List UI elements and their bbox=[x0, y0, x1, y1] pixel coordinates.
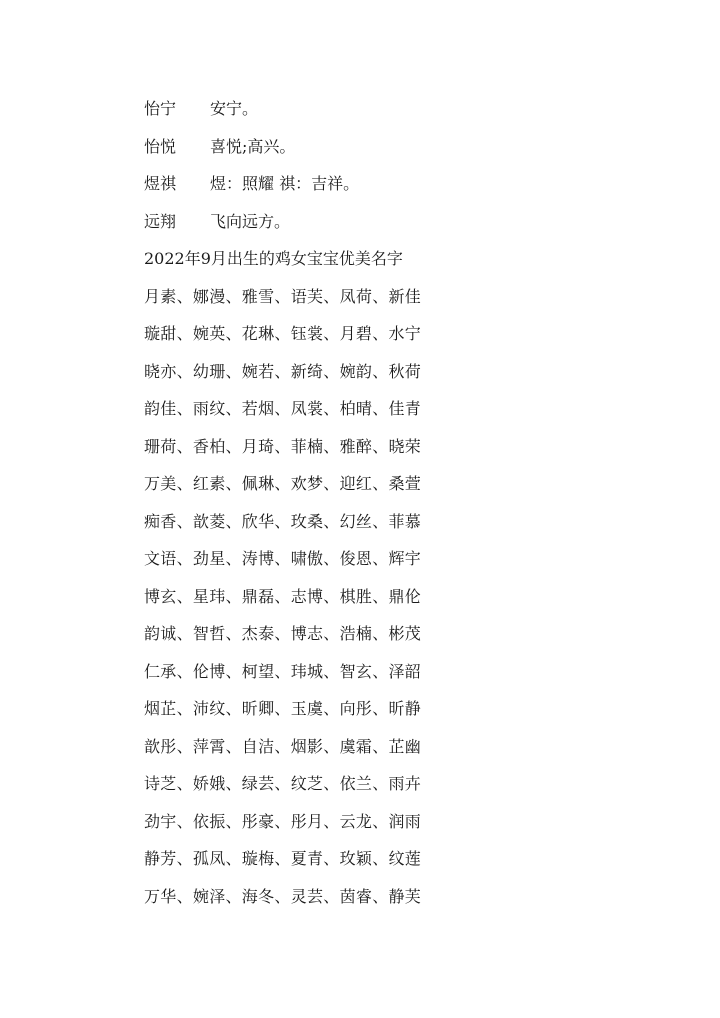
names-row: 仁承、伦博、柯望、玮城、智玄、泽韶 bbox=[144, 661, 422, 681]
names-block bbox=[144, 278, 564, 916]
entry-term: 远翔 bbox=[144, 211, 177, 231]
entry-definition: 飞向远方。 bbox=[210, 211, 291, 231]
names-row: 韵佳、雨纹、若烟、凤裳、柏晴、佳青 bbox=[144, 399, 422, 418]
entry-term: 煜祺 bbox=[144, 174, 177, 193]
names-row: 万美、红素、佩琳、欢梦、迎红、桑萱 bbox=[144, 474, 422, 493]
names-row: 万华、婉泽、海冬、灵芸、茵睿、静芙 bbox=[144, 886, 422, 906]
names-row: 烟芷、沛纹、昕卿、玉虞、向彤、昕静 bbox=[144, 699, 422, 718]
entry-term: 怡宁 bbox=[144, 99, 177, 118]
entry-list bbox=[144, 90, 564, 915]
entry-definition: 煜：照耀 祺：吉祥。 bbox=[210, 174, 360, 193]
names-row: 月素、娜漫、雅雪、语芙、凤荷、新佳 bbox=[144, 286, 422, 306]
entry-term: 怡悦 bbox=[144, 136, 177, 156]
names-row: 璇甜、婉英、花琳、钰裳、月碧、水宁 bbox=[144, 324, 422, 343]
section-heading: 2022年9月出生的鸡女宝宝优美名字 bbox=[144, 249, 403, 268]
entry-definition: 喜悦;高兴。 bbox=[210, 136, 296, 156]
names-row: 痴香、歆菱、欣华、玫桑、幻丝、菲慕 bbox=[144, 511, 422, 531]
name-entry bbox=[144, 203, 564, 241]
name-entry bbox=[144, 128, 564, 166]
names-row: 博玄、星玮、鼎磊、志博、棋胜、鼎伦 bbox=[144, 586, 422, 606]
name-entry bbox=[144, 90, 564, 128]
names-row: 劲宇、依振、彤豪、彤月、云龙、润雨 bbox=[144, 811, 422, 831]
names-row: 歆彤、萍霄、自洁、烟影、虞霜、芷幽 bbox=[144, 736, 422, 756]
names-row: 珊荷、香柏、月琦、菲楠、雅醉、晓荣 bbox=[144, 436, 422, 456]
name-entry bbox=[144, 165, 564, 203]
names-row: 静芳、孤凤、璇梅、夏青、玫颖、纹莲 bbox=[144, 849, 422, 868]
names-row: 诗芝、娇娥、绿芸、纹芝、依兰、雨卉 bbox=[144, 774, 422, 793]
entry-definition: 安宁。 bbox=[210, 99, 259, 118]
names-row: 文语、劲星、涛博、啸傲、俊恩、辉宇 bbox=[144, 549, 422, 568]
names-row: 韵诚、智哲、杰泰、博志、浩楠、彬茂 bbox=[144, 624, 422, 643]
names-row: 晓亦、幼珊、婉若、新绮、婉韵、秋荷 bbox=[144, 361, 422, 381]
